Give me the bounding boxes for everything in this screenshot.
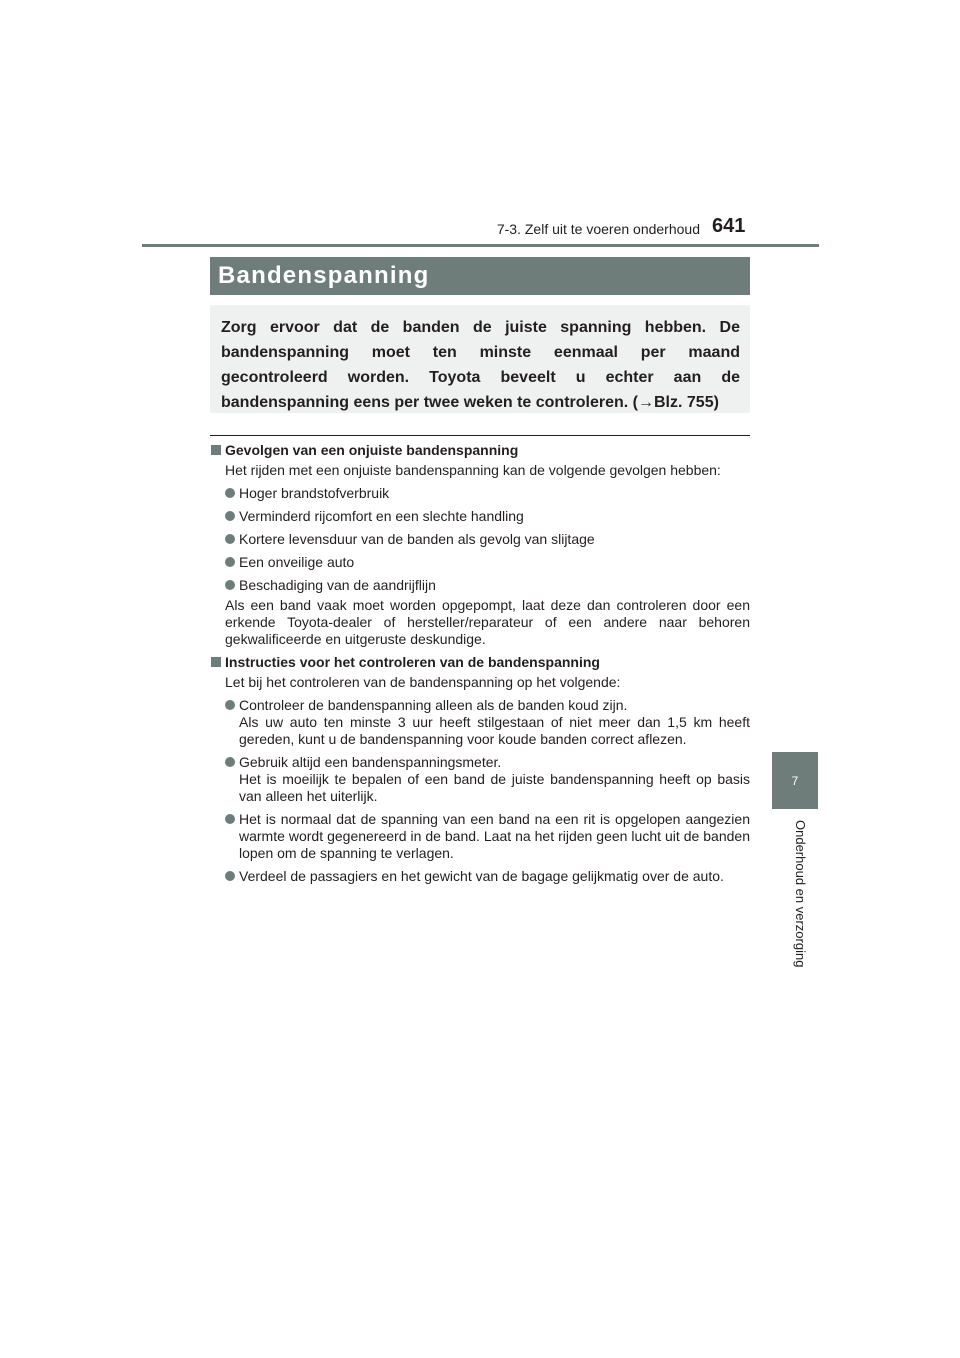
header-rule [142, 244, 819, 247]
chapter-title: Onderhoud en verzorging [793, 820, 808, 968]
list-item: Beschadiging van de aandrijflijn [210, 577, 750, 594]
round-bullet-icon [225, 871, 235, 881]
intro-box [210, 305, 750, 413]
page-title: Bandenspanning [210, 257, 750, 295]
list-item: Controleer de bandenspanning alleen als de banden koud zijn. Als uw auto ten minste 3 uur heeft stilgestaan of niet meer dan 1,5 km heeft gereden, kunt u de bandenspanning voor koude banden correct aflezen. [210, 697, 750, 748]
section-heading: Gevolgen van een onjuiste bandenspanning [210, 442, 750, 459]
list-item: Verminderd rijcomfort en een slechte handling [210, 508, 750, 525]
list-item: Gebruik altijd een bandenspanningsmeter. Het is moeilijk te bepalen of een band de juiste bandenspanning heeft op basis van alleen het uiterlijk. [210, 754, 750, 805]
intro-text: Zorg ervoor dat de banden de juiste spanning hebben. De bandenspanning moet ten minste eenmaal per maand gecontroleerd worden. Toyota beveelt u echter aan de bandenspanning eens per twee weken te controleren. [221, 319, 740, 411]
section-rule [210, 435, 750, 436]
list-item: Een onveilige auto [210, 554, 750, 571]
section-intro: Het rijden met een onjuiste bandenspanning kan de volgende gevolgen hebben: [225, 462, 721, 478]
list-item: Verdeel de passagiers en het gewicht van de bagage gelijkmatig over de auto. [210, 868, 750, 885]
round-bullet-icon [225, 534, 235, 544]
list-item: Het is normaal dat de spanning van een band na een rit is opgelopen aangezien warmte wordt gegenereerd in de band. Laat na het rijden geen lucht uit de banden lopen om de spanning te verlagen. [210, 811, 750, 862]
body-content [210, 442, 750, 885]
round-bullet-icon [225, 757, 235, 767]
round-bullet-icon [225, 700, 235, 710]
square-bullet-icon [211, 445, 221, 455]
round-bullet-icon [225, 557, 235, 567]
round-bullet-icon [225, 511, 235, 521]
round-bullet-icon [225, 580, 235, 590]
section-heading: Instructies voor het controleren van de bandenspanning [210, 654, 750, 671]
square-bullet-icon [211, 657, 221, 667]
round-bullet-icon [225, 488, 235, 498]
list-item: Kortere levensduur van de banden als gevolg van slijtage [210, 531, 750, 548]
page-reference: (→Blz. 755) [632, 394, 719, 411]
chapter-tab [772, 752, 818, 809]
chapter-number: 7 [791, 773, 799, 788]
list-item: Hoger brandstofverbruik [210, 485, 750, 502]
section-intro: Let bij het controleren van de bandenspanning op het volgende: [225, 674, 621, 690]
round-bullet-icon [225, 814, 235, 824]
running-header-section: 7-3. Zelf uit te voeren onderhoud [496, 221, 700, 237]
page-number: 641 [712, 215, 746, 237]
section-note: Als een band vaak moet worden opgepompt, laat deze dan controleren door een erkende Toyota-dealer of hersteller/reparateur of een andere naar behoren gekwalificeerde en uitgeruste deskundige. [225, 597, 750, 647]
